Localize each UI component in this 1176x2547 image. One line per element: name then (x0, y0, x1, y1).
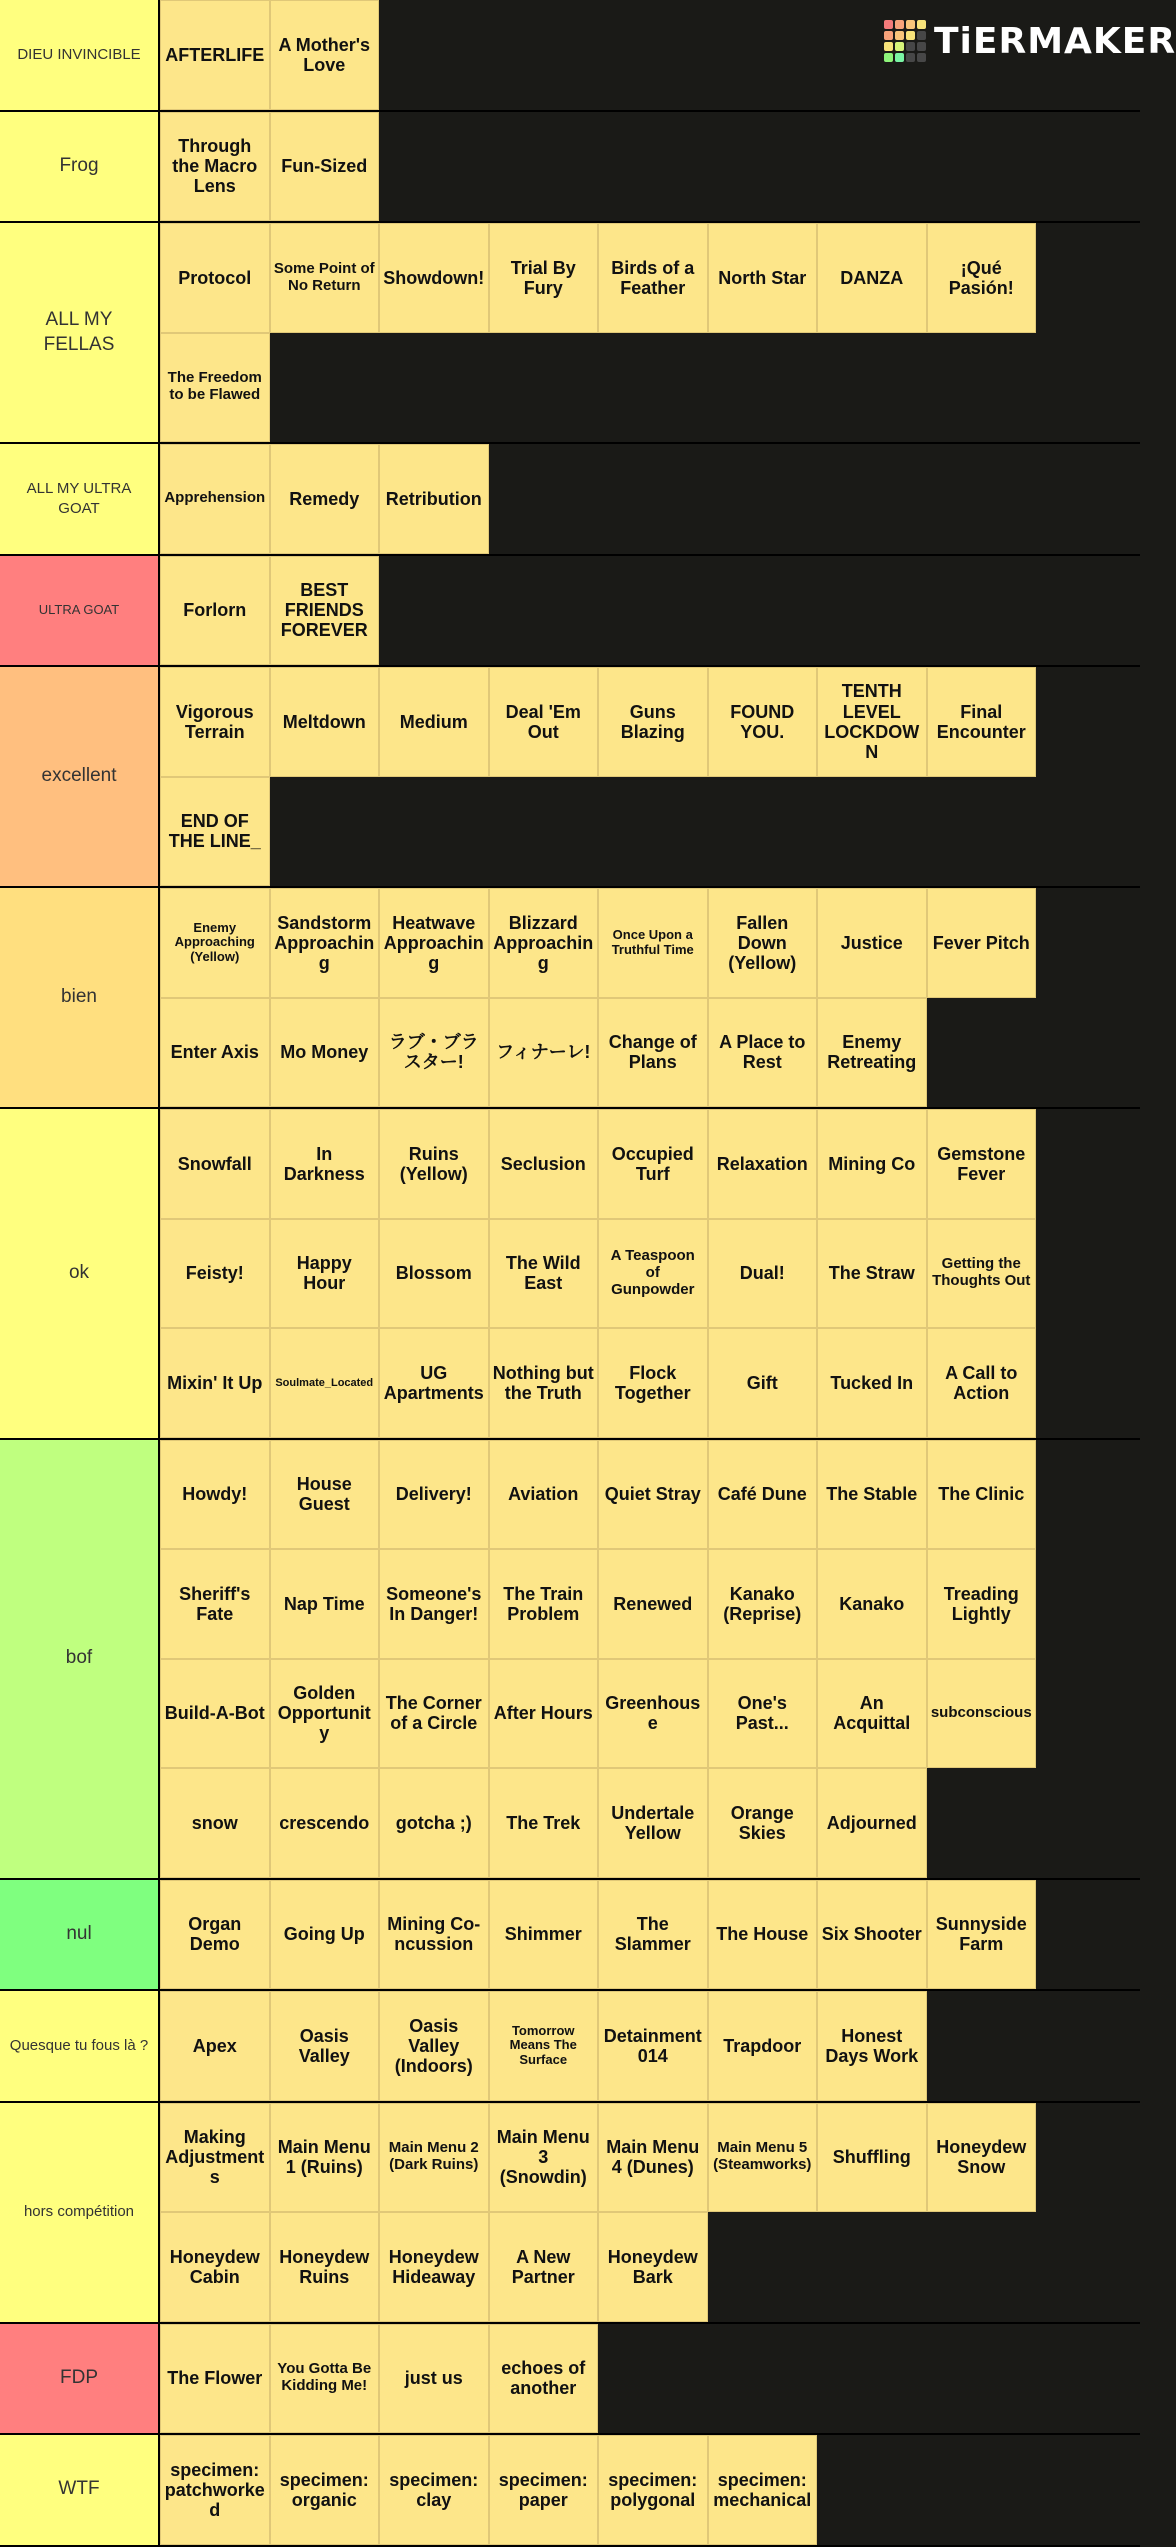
tier-item[interactable]: Fever Pitch (927, 888, 1037, 998)
tier-item[interactable]: Honest Days Work (817, 1991, 927, 2101)
tier-row-fdp (0, 2324, 1140, 2436)
tier-item[interactable]: Some Point of No Return (270, 223, 380, 333)
tier-items (160, 2435, 1140, 2545)
tier-item[interactable]: Medium (379, 667, 489, 777)
tier-items (160, 556, 1140, 666)
tier-item[interactable]: One's Past... (708, 1659, 818, 1769)
tier-item[interactable]: Sandstorm Approaching (270, 888, 380, 998)
tier-item[interactable]: Organ Demo (160, 1880, 270, 1990)
tier-item[interactable]: BEST FRIENDS FOREVER (270, 556, 380, 666)
tier-item[interactable]: Seclusion (489, 1109, 599, 1219)
tier-item[interactable]: Main Menu 5 (Steamworks) (708, 2103, 818, 2213)
tier-row-ok (0, 1109, 1140, 1440)
tier-item[interactable]: The Freedom to be Flawed (160, 333, 270, 443)
tier-item[interactable]: Aviation (489, 1440, 599, 1550)
tier-item[interactable]: The Clinic (927, 1440, 1037, 1550)
tier-row-ultra-goat (0, 556, 1140, 668)
tier-item[interactable]: Shuffling (817, 2103, 927, 2213)
tier-items (160, 888, 1140, 1107)
tier-item[interactable]: Honeydew Snow (927, 2103, 1037, 2213)
tier-item[interactable]: Oasis Valley (Indoors) (379, 1991, 489, 2101)
tier-item[interactable]: Golden Opportunity (270, 1659, 380, 1769)
tier-item[interactable]: Undertale Yellow (598, 1768, 708, 1878)
tier-item[interactable]: subconscious (927, 1659, 1037, 1769)
tier-item[interactable]: snow (160, 1768, 270, 1878)
tier-item[interactable]: Gift (708, 1328, 818, 1438)
tier-label[interactable]: hors compétition (0, 2103, 160, 2322)
tier-items (160, 1440, 1140, 1878)
tier-item[interactable]: specimen: mechanical (708, 2435, 818, 2545)
tier-item[interactable]: Mining Co-ncussion (379, 1880, 489, 1990)
tier-item[interactable]: specimen: clay (379, 2435, 489, 2545)
tier-item[interactable]: Justice (817, 888, 927, 998)
tier-label[interactable]: excellent (0, 667, 160, 886)
tier-label[interactable]: ALL MY ULTRA GOAT (0, 444, 160, 554)
tier-items (160, 667, 1140, 886)
tier-item[interactable]: Six Shooter (817, 1880, 927, 1990)
tier-item[interactable]: Main Menu 4 (Dunes) (598, 2103, 708, 2213)
tier-item[interactable]: フィナーレ! (489, 998, 599, 1108)
tier-item[interactable]: Showdown! (379, 223, 489, 333)
tier-item[interactable]: Deal 'Em Out (489, 667, 599, 777)
tier-item[interactable]: Final Encounter (927, 667, 1037, 777)
tier-item[interactable]: Delivery! (379, 1440, 489, 1550)
tier-item[interactable]: Detainment 014 (598, 1991, 708, 2101)
tier-item[interactable]: Sheriff's Fate (160, 1549, 270, 1659)
tier-item[interactable]: In Darkness (270, 1109, 380, 1219)
tier-items (160, 1109, 1140, 1438)
tier-items (160, 2103, 1140, 2322)
tier-item[interactable]: Ruins (Yellow) (379, 1109, 489, 1219)
tier-item[interactable]: Kanako (Reprise) (708, 1549, 818, 1659)
tier-row-bof (0, 1440, 1140, 1880)
tier-item[interactable]: An Acquittal (817, 1659, 927, 1769)
logo-text: TiERMAKER (934, 20, 1176, 62)
tier-row-all-my-ultra-goat (0, 444, 1140, 556)
tier-item[interactable]: specimen: patchworked (160, 2435, 270, 2545)
tier-item[interactable]: DANZA (817, 223, 927, 333)
tier-row-wtf (0, 2435, 1140, 2547)
tier-item[interactable]: Honeydew Cabin (160, 2212, 270, 2322)
tier-item[interactable]: Forlorn (160, 556, 270, 666)
tier-item[interactable]: Shimmer (489, 1880, 599, 1990)
tier-item[interactable]: Tucked In (817, 1328, 927, 1438)
tier-item[interactable]: The House (708, 1880, 818, 1990)
tier-label[interactable]: bien (0, 888, 160, 1107)
tier-item[interactable]: A Place to Rest (708, 998, 818, 1108)
tier-row-hors-comp-tition (0, 2103, 1140, 2324)
tier-item[interactable]: Dual! (708, 1219, 818, 1329)
tier-item[interactable]: A Mother's Love (270, 0, 380, 110)
tier-items (160, 444, 1140, 554)
tier-item[interactable]: The Stable (817, 1440, 927, 1550)
tier-item[interactable]: Main Menu 3 (Snowdin) (489, 2103, 599, 2213)
tier-item[interactable]: AFTERLIFE (160, 0, 270, 110)
tier-item[interactable]: Blossom (379, 1219, 489, 1329)
tier-item[interactable]: Soulmate_Located (270, 1328, 380, 1438)
tier-item[interactable]: After Hours (489, 1659, 599, 1769)
tier-item[interactable]: Main Menu 1 (Ruins) (270, 2103, 380, 2213)
tier-item[interactable]: UG Apartments (379, 1328, 489, 1438)
tier-item[interactable]: You Gotta Be Kidding Me! (270, 2324, 380, 2434)
tier-label[interactable]: ALL MY FELLAS (0, 223, 160, 442)
tier-item[interactable]: Orange Skies (708, 1768, 818, 1878)
tier-row-all-my-fellas (0, 223, 1140, 444)
tier-item[interactable]: North Star (708, 223, 818, 333)
tier-item[interactable]: ラブ・ブラスター! (379, 998, 489, 1108)
tier-item[interactable]: Howdy! (160, 1440, 270, 1550)
tier-item[interactable]: specimen: paper (489, 2435, 599, 2545)
tier-item[interactable]: Treading Lightly (927, 1549, 1037, 1659)
tier-item[interactable]: Nap Time (270, 1549, 380, 1659)
tier-item[interactable]: ¡Qué Pasión! (927, 223, 1037, 333)
tier-item[interactable]: echoes of another (489, 2324, 599, 2434)
tier-item[interactable]: Feisty! (160, 1219, 270, 1329)
tier-label[interactable]: DIEU INVINCIBLE (0, 0, 160, 110)
tier-item[interactable]: The Corner of a Circle (379, 1659, 489, 1769)
tier-item[interactable]: Snowfall (160, 1109, 270, 1219)
tier-item[interactable]: Renewed (598, 1549, 708, 1659)
tier-item[interactable]: Trapdoor (708, 1991, 818, 2101)
tier-item[interactable]: Quiet Stray (598, 1440, 708, 1550)
tier-item[interactable]: Mo Money (270, 998, 380, 1108)
tier-label[interactable]: nul (0, 1880, 160, 1990)
tier-items (160, 1880, 1140, 1990)
tier-item[interactable]: Someone's In Danger! (379, 1549, 489, 1659)
tier-label[interactable]: FDP (0, 2324, 160, 2434)
tier-item[interactable]: Oasis Valley (270, 1991, 380, 2101)
tier-label[interactable]: WTF (0, 2435, 160, 2545)
tier-item[interactable]: A New Partner (489, 2212, 599, 2322)
tier-item[interactable]: END OF THE LINE_ (160, 777, 270, 887)
tier-item[interactable]: Fallen Down (Yellow) (708, 888, 818, 998)
tier-label[interactable]: ULTRA GOAT (0, 556, 160, 666)
tier-item[interactable]: Sunnyside Farm (927, 1880, 1037, 1990)
tier-label[interactable]: ok (0, 1109, 160, 1438)
tier-item[interactable]: Honeydew Hideaway (379, 2212, 489, 2322)
tier-item[interactable]: Trial By Fury (489, 223, 599, 333)
tier-item[interactable]: Flock Together (598, 1328, 708, 1438)
tier-items (160, 2324, 1140, 2434)
tier-item[interactable]: The Train Problem (489, 1549, 599, 1659)
tier-item[interactable]: Through the Macro Lens (160, 112, 270, 222)
tier-label[interactable]: bof (0, 1440, 160, 1878)
tier-label[interactable]: Quesque tu fous là ? (0, 1991, 160, 2101)
tier-item[interactable]: TENTH LEVEL LOCKDOWN (817, 667, 927, 777)
tier-item[interactable]: Getting the Thoughts Out (927, 1219, 1037, 1329)
tier-item[interactable]: Café Dune (708, 1440, 818, 1550)
tier-item[interactable]: The Flower (160, 2324, 270, 2434)
tier-item[interactable]: just us (379, 2324, 489, 2434)
tier-item[interactable]: Enter Axis (160, 998, 270, 1108)
tier-item[interactable]: Heatwave Approaching (379, 888, 489, 998)
tier-item[interactable]: crescendo (270, 1768, 380, 1878)
tier-item[interactable]: Birds of a Feather (598, 223, 708, 333)
tier-item[interactable]: Honeydew Ruins (270, 2212, 380, 2322)
tier-items (160, 1991, 1140, 2101)
tier-item[interactable]: Mixin' It Up (160, 1328, 270, 1438)
tier-item[interactable]: Mining Co (817, 1109, 927, 1219)
tier-item[interactable]: Apprehension (160, 444, 270, 554)
tier-item[interactable]: Going Up (270, 1880, 380, 1990)
tier-item[interactable]: Nothing but the Truth (489, 1328, 599, 1438)
tier-row-excellent (0, 667, 1140, 888)
tier-item[interactable]: specimen: polygonal (598, 2435, 708, 2545)
tier-item[interactable]: Protocol (160, 223, 270, 333)
tier-row-frog (0, 112, 1140, 224)
tier-item[interactable]: Fun-Sized (270, 112, 380, 222)
tier-item[interactable]: The Slammer (598, 1880, 708, 1990)
tier-item[interactable]: A Call to Action (927, 1328, 1037, 1438)
tier-items (160, 0, 1140, 110)
tier-item[interactable]: Main Menu 2 (Dark Ruins) (379, 2103, 489, 2213)
tier-item[interactable]: Retribution (379, 444, 489, 554)
tier-item[interactable]: Vigorous Terrain (160, 667, 270, 777)
tier-item[interactable]: Greenhouse (598, 1659, 708, 1769)
tier-item[interactable]: Kanako (817, 1549, 927, 1659)
tier-item[interactable]: FOUND YOU. (708, 667, 818, 777)
tier-item[interactable]: Build-A-Bot (160, 1659, 270, 1769)
tier-item[interactable]: Honeydew Bark (598, 2212, 708, 2322)
tier-item[interactable]: Enemy Retreating (817, 998, 927, 1108)
tier-item[interactable]: Guns Blazing (598, 667, 708, 777)
tier-item[interactable]: Change of Plans (598, 998, 708, 1108)
tier-item[interactable]: Meltdown (270, 667, 380, 777)
tier-item[interactable]: Making Adjustments (160, 2103, 270, 2213)
tier-item[interactable]: The Trek (489, 1768, 599, 1878)
tier-item[interactable]: Remedy (270, 444, 380, 554)
tier-item[interactable]: The Straw (817, 1219, 927, 1329)
tier-item[interactable]: The Wild East (489, 1219, 599, 1329)
tier-item[interactable]: gotcha ;) (379, 1768, 489, 1878)
tier-row-dieu-invincible (0, 0, 1140, 112)
tier-item[interactable]: House Guest (270, 1440, 380, 1550)
tier-item[interactable]: Happy Hour (270, 1219, 380, 1329)
tier-items (160, 112, 1140, 222)
tier-item[interactable]: Adjourned (817, 1768, 927, 1878)
tier-item[interactable]: Blizzard Approaching (489, 888, 599, 998)
tier-item[interactable]: A Teaspoon of Gunpowder (598, 1219, 708, 1329)
tier-label[interactable]: Frog (0, 112, 160, 222)
tier-item[interactable]: Tomorrow Means The Surface (489, 1991, 599, 2101)
tier-item[interactable]: Apex (160, 1991, 270, 2101)
tier-item[interactable]: Enemy Approaching (Yellow) (160, 888, 270, 998)
tier-item[interactable]: Gemstone Fever (927, 1109, 1037, 1219)
tier-item[interactable]: Occupied Turf (598, 1109, 708, 1219)
tier-item[interactable]: specimen: organic (270, 2435, 380, 2545)
tier-items (160, 223, 1140, 442)
tier-row-bien (0, 888, 1140, 1109)
tier-item[interactable]: Relaxation (708, 1109, 818, 1219)
tier-item[interactable]: Once Upon a Truthful Time (598, 888, 708, 998)
tier-row-nul (0, 1880, 1140, 1992)
tier-row-quesque-tu-fous-l (0, 1991, 1140, 2103)
